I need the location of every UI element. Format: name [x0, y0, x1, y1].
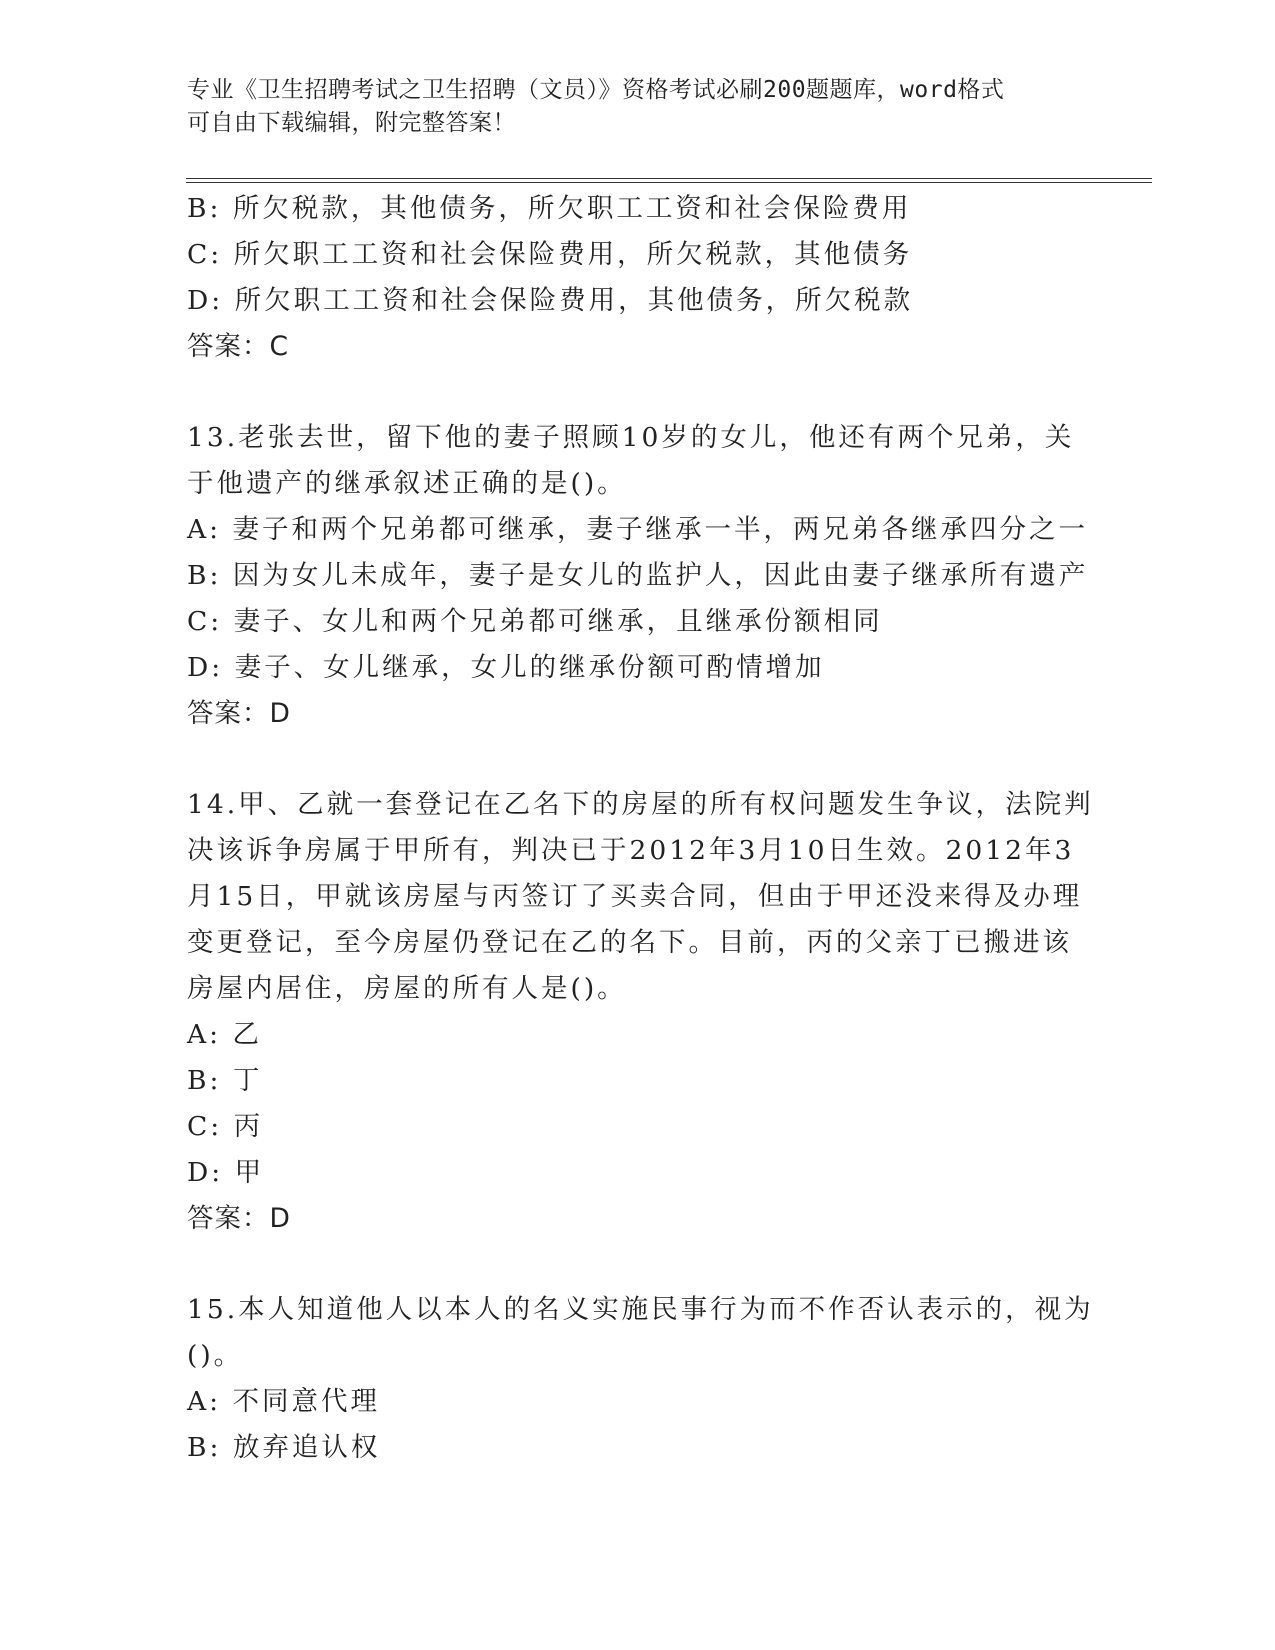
question-text-line: 变更登记，至今房屋仍登记在乙的名下。目前，丙的父亲丁已搬进该: [187, 927, 1072, 958]
answer-line: 答案：D: [187, 698, 291, 729]
option-b: B: 丁: [187, 1065, 263, 1096]
question-text-line: 13.老张去世，留下他的妻子照顾10岁的女儿，他还有两个兄弟，关: [187, 422, 1075, 453]
answer-line: 答案：D: [187, 1203, 291, 1234]
question-14: [187, 782, 1094, 1242]
option-d: D: 妻子、女儿继承，女儿的继承份额可酌情增加: [187, 652, 825, 683]
answer-line: 答案：C: [187, 331, 290, 362]
question-15: [187, 1287, 1094, 1471]
option-d: D: 所欠职工工资和社会保险费用，其他债务，所欠税款: [187, 285, 914, 316]
question-text-line: 15.本人知道他人以本人的名义实施民事行为而不作否认表示的，视为: [187, 1294, 1094, 1325]
question-text-line: 决该诉争房属于甲所有，判决已于2012年3月10日生效。2012年3: [187, 835, 1075, 866]
header-line-2: 可自由下载编辑，附完整答案！: [187, 110, 516, 136]
question-text-line: ()。: [187, 1340, 244, 1371]
header-line-1: 专业《卫生招聘考试之卫生招聘（文员）》资格考试必刷200题题库，word格式: [187, 77, 1005, 103]
spacer: [187, 370, 1087, 415]
question-text-line: 房屋内居住，房屋的所有人是()。: [187, 973, 627, 1004]
option-c: C: 丙: [187, 1111, 264, 1142]
question-list: [187, 186, 1094, 1471]
spacer: [187, 1242, 1087, 1287]
question-13: [187, 415, 1087, 737]
option-d: D: 甲: [187, 1157, 265, 1188]
spacer: [187, 737, 1087, 782]
option-b: B: 放弃追认权: [187, 1432, 381, 1463]
option-c: C: 所欠职工工资和社会保险费用，所欠税款，其他债务: [187, 239, 913, 270]
option-a: A: 乙: [187, 1019, 262, 1050]
option-a: A: 不同意代理: [187, 1386, 380, 1417]
question-text-line: 于他遗产的继承叙述正确的是()。: [187, 468, 627, 499]
option-b: B: 因为女儿未成年，妻子是女儿的监护人，因此由妻子继承所有遗产: [187, 560, 1089, 591]
header-divider: [186, 178, 1152, 183]
document-header: [187, 74, 1067, 140]
question-text-line: 14.甲、乙就一套登记在乙名下的房屋的所有权问题发生争议，法院判: [187, 789, 1094, 820]
question-text-line: 月15日，甲就该房屋与丙签订了买卖合同，但由于甲还没来得及办理: [187, 881, 1083, 912]
option-b: B: 所欠税款，其他债务，所欠职工工资和社会保险费用: [187, 193, 912, 224]
option-a: A: 妻子和两个兄弟都可继承，妻子继承一半，两兄弟各继承四分之一: [187, 514, 1088, 545]
option-c: C: 妻子、女儿和两个兄弟都可继承，且继承份额相同: [187, 606, 883, 637]
question-12-tail: [187, 186, 1087, 370]
